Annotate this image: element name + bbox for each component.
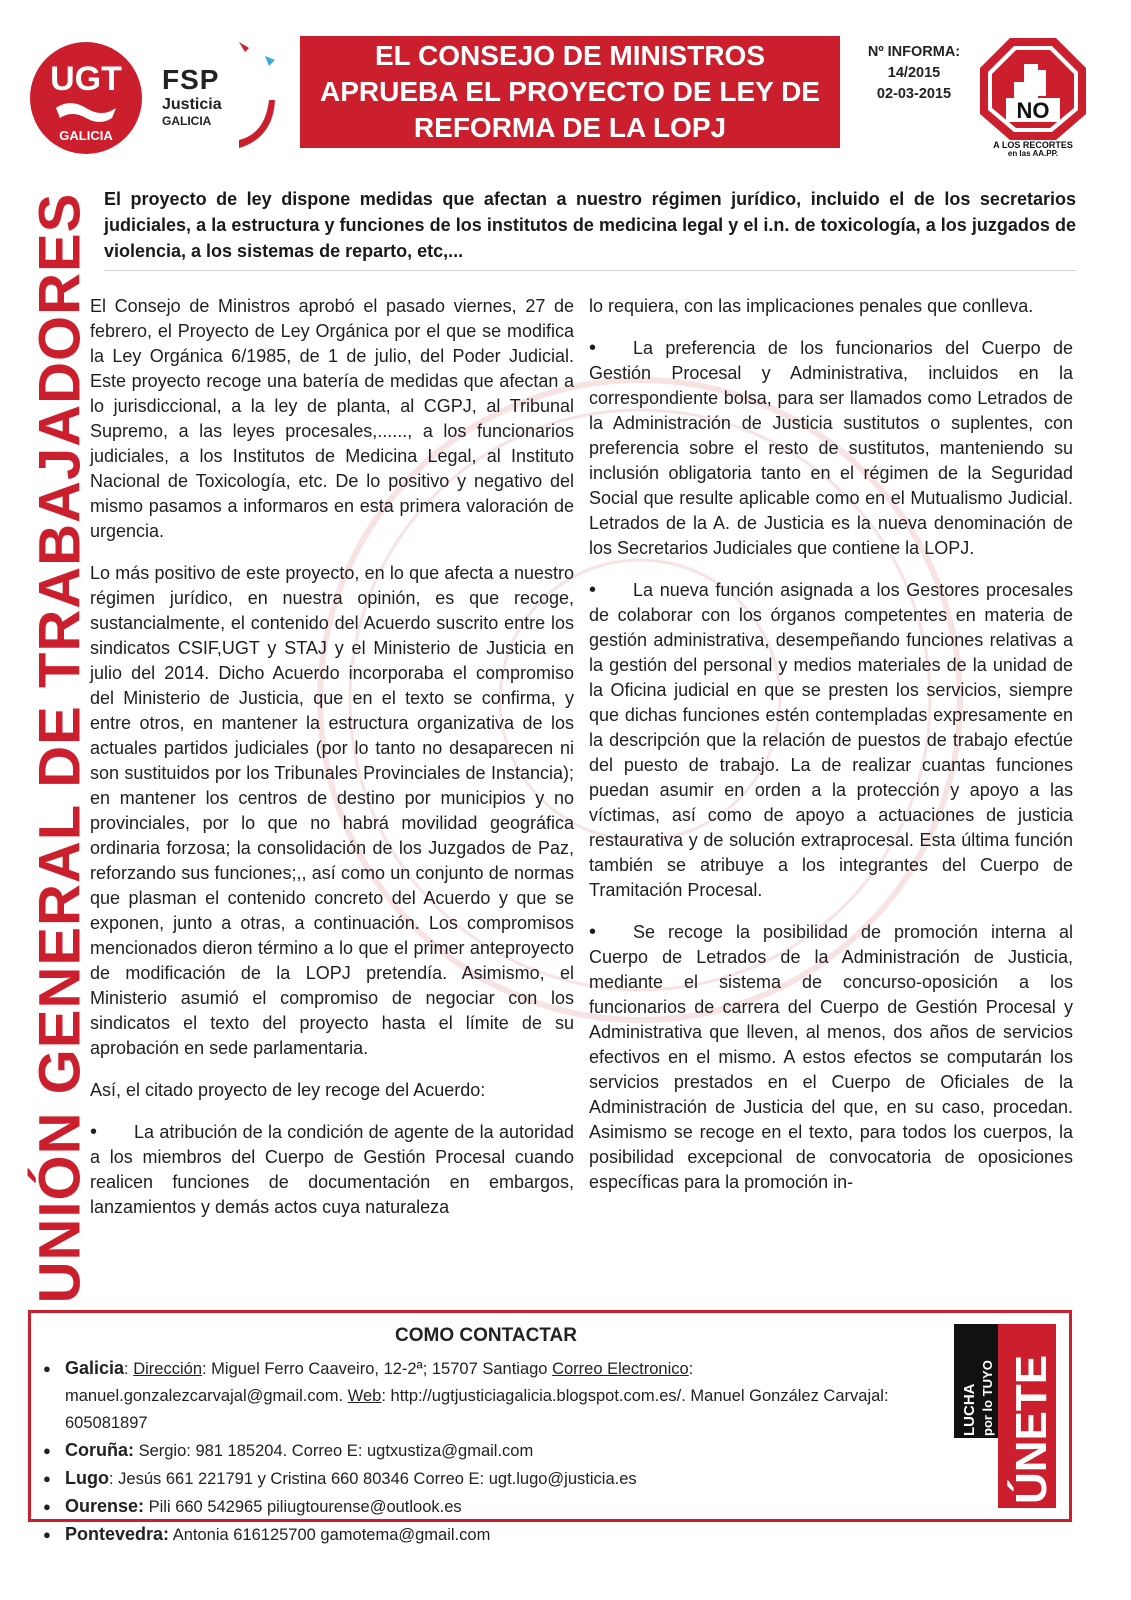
ugt-logo-sub: GALICIA	[59, 128, 113, 143]
inform-label: Nº INFORMA:	[867, 44, 961, 60]
bullet-item	[589, 920, 1073, 1195]
side-title	[27, 192, 93, 1303]
email-label: Correo Electronico	[552, 1360, 689, 1378]
body-column-right	[589, 294, 1073, 1212]
contact-region-coruna: Coruña:	[65, 1440, 134, 1460]
fsp-sub1: Justicia	[162, 96, 222, 113]
contact-item-coruna	[43, 1437, 943, 1465]
fsp-swoosh-icon	[225, 38, 285, 158]
badge-line2: por lo TUYO	[980, 1360, 995, 1436]
contact-item-lugo	[43, 1465, 943, 1493]
inform-block	[858, 42, 970, 105]
contact-region-ourense: Ourense:	[65, 1496, 145, 1516]
inform-number: 14/2015	[887, 65, 941, 81]
fsp-title: FSP	[162, 64, 220, 95]
contact-item-galicia: ● Galicia: Dirección: Miguel Ferro Caaveiro, 12-2ª; 15707 Santiago Correo Electronico: manuel.gonzalezcarvajal@gmail.com. Web: http://ugtjusticiagalicia.blogspot.com.es/. Manuel González Carvajal: 605081897	[43, 1355, 943, 1437]
bullet-text: La preferencia de los funcionarios del Cuerpo de Gestión Procesal y Administrativa, incluidos en la correspondiente bolsa, para ser llamados como Letrados de la Administración de Justicia sustitutos o suplentes, con preferencia sobre el resto de sustitutos, manteniendo su inclusión obligatoria tanto en el régimen de la Seguridad Social que resulte aplicable como en el Mutualismo Judicial. Letrados de la A. de Justicia es la nueva denominación de los Secretarios Judiciales que contiene la LOPJ.	[589, 338, 1073, 558]
paragraph: lo requiera, con las implicaciones penales que conlleva.	[589, 296, 1034, 316]
contact-item-pontevedra	[43, 1521, 943, 1549]
contact-list	[43, 1355, 943, 1549]
paragraph: Así, el citado proyecto de ley recoge del Acuerdo:	[90, 1080, 486, 1100]
contact-box	[28, 1310, 1072, 1544]
contact-item-ourense	[43, 1493, 943, 1521]
page-title: EL CONSEJO DE MINISTROS APRUEBA EL PROYECTO DE LEY DE REFORMA DE LA LOPJ	[300, 36, 840, 148]
contact-region-pontevedra: Pontevedra:	[65, 1524, 170, 1544]
badge-big: ÚNETE	[1007, 1354, 1056, 1504]
ugt-logo	[28, 40, 144, 156]
contact-details[interactable]: : Jesús 661 221791 y Cristina 660 80346 Correo E: ugt.lugo@justicia.es	[108, 1470, 637, 1488]
contact-details[interactable]: Pili 660 542965 piliugtourense@outlook.es	[144, 1498, 462, 1516]
contact-title: COMO CONTACTAR	[395, 1325, 577, 1346]
bullet-text: La nueva función asignada a los Gestores procesales de colaborar con los órganos competentes en materia de gestión administrativa, desempeñando funciones relativas a la gestión del personal y medios materiales de la unidad de la Oficina judicial en que se presten los servicios, siempre que dichas funciones estén contempladas expresamente en la descripción que la relación de puestos de trabajo efectúe del puesto de trabajo. La de realizar cuantas funciones puedan asumir en orden a la protección y apoyo a las víctimas, así como de apoyo a actuaciones de justicia restaurativa y de solución extraprocesal. Esta última función también se atribuye a los integrantes del Cuerpo de Tramitación Procesal.	[589, 580, 1073, 900]
ugt-logo-text: UGT	[50, 60, 122, 98]
fsp-sub2: GALICIA	[162, 114, 212, 128]
stop-sign-caption1: A LOS RECORTES	[993, 140, 1073, 150]
web-link[interactable]: : http://ugtjusticiagalicia.blogspot.com.es/. Manuel González Carvajal: 605081897	[65, 1387, 889, 1432]
bullet-text: Se recoge la posibilidad de promoción interna al Cuerpo de Letrados de la Administración de Justicia, mediante el sistema de concurso-oposición a los funcionarios de carrera del Cuerpo de Gestión Procesal y Administrativa que lleven, al menos, dos años de servicios efectivos en el mismo. A estos efectos se computarán los servicios prestados en el Cuerpo de Oficiales de la Administración de Justicia del que, en su caso, procedan. Asimismo se recoge en el texto, para todos los cuerpos, la posibilidad excepcional de convocatoria de oposiciones específicas para la promoción in-	[589, 922, 1073, 1192]
address: : Miguel Ferro Caaveiro, 12-2ª; 15707 Santiago	[202, 1360, 553, 1378]
paragraph: El Consejo de Ministros aprobó el pasado viernes, 27 de febrero, el Proyecto de Ley Orgánica por el que se modifica la Ley Orgánica 6/1985, de 1 de julio, del Poder Judicial. Este proyecto recoge una batería de medidas que afectan a lo jurisdiccional, a la ley de planta, al CGPJ, al Tribunal Supremo, a las leyes procesales,......, a los funcionarios judiciales, a los Institutos de Medicina Legal, al Instituto Nacional de Toxicología, etc. De lo positivo y negativo del mismo pasamos a informaros en esta primera valoración de urgencia.	[90, 296, 574, 541]
contact-region-lugo: Lugo	[65, 1468, 109, 1488]
inform-date: 02-03-2015	[876, 86, 952, 102]
contact-details[interactable]: Sergio: 981 185204. Correo E: ugtxustiza@gmail.com	[134, 1442, 534, 1460]
email[interactable]: : manuel.gonzalezcarvajal@gmail.com.	[65, 1360, 694, 1405]
unete-badge-icon	[948, 1318, 1060, 1514]
bullet-item	[90, 1120, 574, 1220]
badge-line1: LUCHA	[961, 1383, 978, 1436]
address-label: Dirección	[133, 1360, 202, 1378]
stop-sign-text: NO	[1016, 98, 1050, 123]
body-column-left	[90, 294, 574, 1237]
paragraph: Lo más positivo de este proyecto, en lo que afecta a nuestro régimen jurídico, en nuestra opinión, es que recoge, sustancialmente, el contenido del Acuerdo suscrito entre los sindicatos CSIF,UGT y STAJ y el Ministerio de Justicia en julio del 2014. Dicho Acuerdo incorporaba el compromiso del Ministerio de Justicia, que en el texto se confirma, y entre otros, en mantener la estructura organizativa de los actuales partidos judiciales (por lo tanto no desaparecen ni son sustituidos por los Tribunales Provinciales de Instancia); en mantener los centros de destino por municipios y no provinciales, por lo que no habrá movilidad geográfica ordinaria forzosa; la consolidación de los Juzgados de Paz, reforzando sus funciones;,, así como un conjunto de normas que plasman el contenido concreto del Acuerdo y que se exponen, junto a otras, a continuación. Los compromisos mencionados dieron término a lo que el primer anteproyecto de modificación de la LOPJ pretendía. Asimismo, el Ministerio asumió el compromiso de negociar con los sindicatos el texto del proyecto hasta el límite de su aprobación en sede parlamentaria.	[90, 563, 574, 1058]
bullet-text: La atribución de la condición de agente de la autoridad a los miembros del Cuerpo de Gestión Procesal cuando realicen funciones de documentación en embargos, lanzamientos y demás actos cuya naturaleza	[90, 1122, 574, 1217]
bullet-item	[589, 336, 1073, 561]
contact-region-galicia: Galicia	[65, 1358, 125, 1378]
stop-sign-caption2: en las AA.PP.	[1007, 149, 1059, 156]
web-label: Web	[347, 1387, 382, 1405]
bullet-item	[589, 578, 1073, 903]
fsp-logo	[162, 66, 222, 128]
side-title-text: UNIÓN GENERAL DE TRABAJADORES	[27, 192, 93, 1303]
lead-paragraph: El proyecto de ley dispone medidas que afectan a nuestro régimen jurídico, incluido el de los secretarios judiciales, a la estructura y funciones de los institutos de medicina legal y el i.n. de toxicología, a los juzgados de violencia, a los sistemas de reparto, etc,...	[104, 189, 1076, 261]
stop-sign-icon	[978, 36, 1088, 156]
contact-details[interactable]: Antonia 616125700 gamotema@gmail.com	[169, 1526, 491, 1544]
